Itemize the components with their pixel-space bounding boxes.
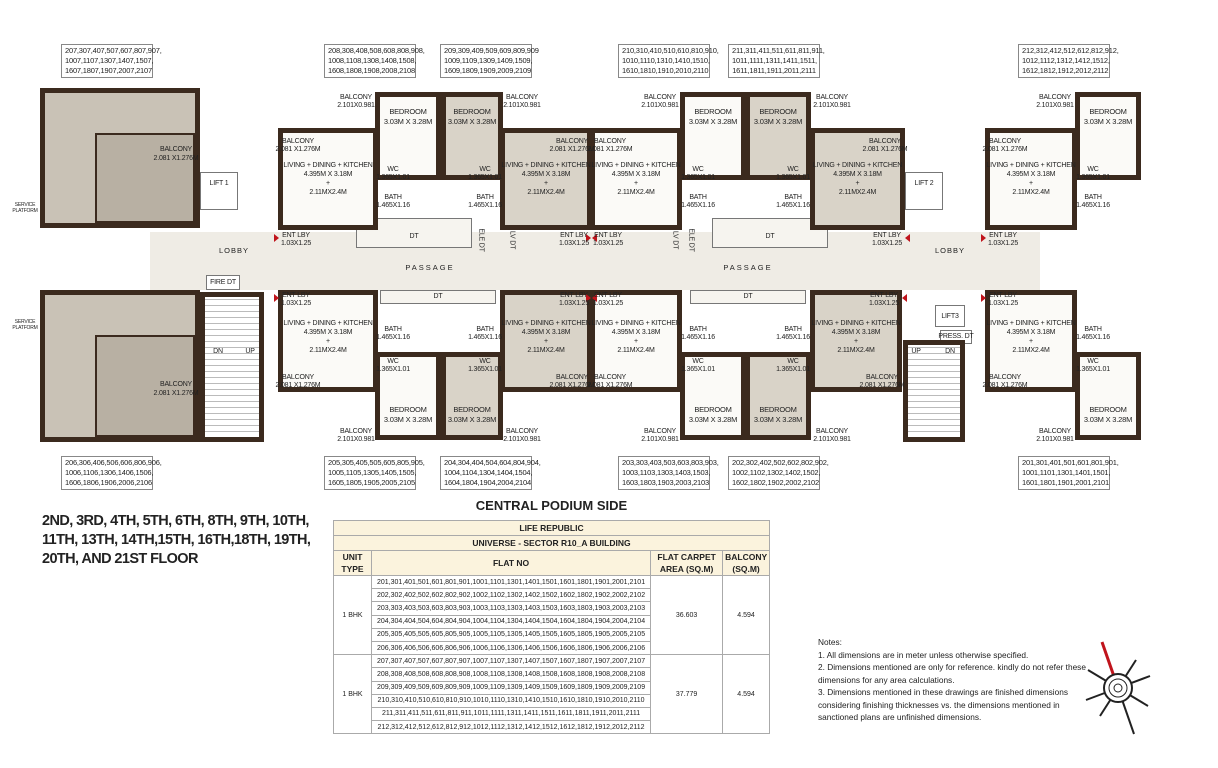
- bedroom-label: BEDROOM: [389, 106, 427, 116]
- balcony-dim: 2.081 X1.276M: [275, 145, 321, 153]
- staircase-left: [200, 292, 264, 442]
- flat-numbers-cell: 209,309,409,509,609,809,909,1009,1109,1309,1409,1509,1609,1809,1909,2009,2109: [372, 681, 651, 694]
- living-label: 4.395M X 3.18M: [521, 328, 571, 336]
- living-label: LIVING + DINING + KITCHEN: [283, 319, 373, 327]
- notes-title: Notes:: [818, 637, 842, 647]
- flat-numbers-cell: 207,307,407,507,607,807,907,1007,1107,1307,1407,1507,1607,1807,1907,2007,2107: [372, 655, 651, 668]
- col-flat-no: FLAT NO: [372, 551, 651, 576]
- unit-type-cell: 1 BHK: [334, 655, 372, 734]
- flat-numbers-cell: 212,312,412,512,612,812,912,1012,1112,1312,1412,1512,1612,1812,1912,2012,2112: [372, 721, 651, 734]
- living-label: 2.11MX2.4M: [837, 346, 875, 354]
- wc-label: WC: [387, 165, 399, 173]
- lift-1-label: LIFT 1: [209, 179, 229, 187]
- living-label: LIVING + DINING + KITCHEN: [591, 161, 681, 169]
- lobby-label: LOBBY: [218, 245, 250, 255]
- bedroom-dim: 3.03M X 3.28M: [753, 414, 803, 424]
- bath-label: BATH: [1084, 325, 1102, 333]
- passage-label: PASSAGE: [405, 262, 455, 272]
- wc-label: WC: [692, 165, 704, 173]
- bedroom-dim: 3.03M X 3.28M: [383, 414, 433, 424]
- living-label: 4.395M X 3.18M: [831, 328, 881, 336]
- balcony-label: BALCONY: [643, 93, 677, 101]
- flat-number-tag: 211,311,411,511,611,811,911, 1011,1111,1311,1411,1511, 1611,1811,1911,2011,2111: [728, 44, 820, 78]
- bedroom-label: BEDROOM: [759, 106, 797, 116]
- balcony-label: BALCONY: [988, 137, 1022, 145]
- living-label: 2.11MX2.4M: [1012, 188, 1050, 196]
- living-label: +: [1029, 337, 1033, 345]
- flat-numbers-cell: 206,306,406,506,606,806,906,1006,1106,1306,1406,1506,1606,1806,1906,2006,2106: [372, 641, 651, 654]
- wc-dim: 1.365X1.01: [776, 365, 810, 373]
- bath-label: BATH: [384, 325, 402, 333]
- balcony-label: BALCONY: [988, 373, 1022, 381]
- bedroom-label: BEDROOM: [694, 106, 732, 116]
- entry-lobby-label: ENT LBY: [594, 231, 622, 239]
- balcony-dim: 2.101X0.981: [1036, 101, 1074, 109]
- living-label: +: [855, 179, 860, 187]
- bedroom-dim: 3.03M X 3.28M: [753, 116, 803, 126]
- entry-lobby-label: ENT LBY: [560, 291, 588, 299]
- flat-number-tag: 205,305,405,505,605,805,905, 1005,1105,1305,1405,1505, 1605,1805,1905,2005,2105: [324, 456, 416, 490]
- balcony-label: BALCONY: [159, 380, 193, 388]
- flat-number-tag: 201,301,401,501,601,801,901, 1001,1101,1301,1401,1501, 1601,1801,1901,2001,2101: [1018, 456, 1110, 490]
- living-label: LIVING + DINING + KITCHEN: [501, 161, 591, 169]
- balcony-cell: 4.594: [723, 576, 770, 655]
- entry-arrow-icon: [274, 294, 279, 302]
- service-platform-label: SERVICE PLATFORM: [12, 319, 38, 331]
- flat-number-tag: 208,308,408,508,608,808,908, 1008,1108,1308,1408,1508, 1608,1808,1908,2008,2108: [324, 44, 416, 78]
- living-label: LIVING + DINING + KITCHEN: [501, 319, 591, 327]
- balcony-label: BALCONY: [865, 373, 899, 381]
- living-label: +: [634, 337, 638, 345]
- living-label: +: [544, 337, 548, 345]
- lift-3-label: LIFT3: [941, 312, 959, 320]
- fire-dt-label: FIRE DT: [210, 278, 236, 286]
- unit-bedroom: [441, 92, 503, 180]
- balcony-dim: 2.081 X1.276M: [982, 381, 1028, 389]
- balcony-label: BALCONY: [868, 137, 902, 145]
- wc-dim: 1.365X1.01: [681, 173, 715, 181]
- unit-type-cell: 1 BHK: [334, 576, 372, 655]
- balcony-dim: 2.101X0.981: [1036, 435, 1074, 443]
- flat-number-tag: 210,310,410,510,610,810,910, 1010,1110,1310,1410,1510, 1610,1810,1910,2010,2110: [618, 44, 710, 78]
- wc-dim: 1.365X1.01: [376, 173, 410, 181]
- entry-lobby-dim: 1.03X1.25: [592, 239, 624, 247]
- flat-number-tag: 203,303,403,503,603,803,903, 1003,1103,1303,1403,1503, 1603,1803,1903,2003,2103: [618, 456, 710, 490]
- living-label: 2.11MX2.4M: [309, 188, 347, 196]
- wc-label: WC: [787, 357, 799, 365]
- passage-label: PASSAGE: [723, 262, 773, 272]
- balcony-dim: 2.081 X1.276M: [859, 381, 905, 389]
- duct-label: DT: [409, 232, 419, 240]
- entry-arrow-icon: [902, 294, 907, 302]
- entry-lobby-dim: 1.03X1.25: [558, 239, 590, 247]
- balcony-label: BALCONY: [643, 427, 677, 435]
- living-label: 2.11MX2.4M: [1012, 346, 1050, 354]
- wc-label: WC: [1087, 165, 1099, 173]
- balcony-label: BALCONY: [815, 427, 849, 435]
- table-title-1: LIFE REPUBLIC: [334, 521, 770, 536]
- wc-label: WC: [387, 357, 399, 365]
- bedroom-label: BEDROOM: [694, 404, 732, 414]
- entry-arrow-icon: [274, 234, 279, 242]
- north-compass-icon: [1082, 636, 1154, 740]
- balcony-label: BALCONY: [505, 427, 539, 435]
- balcony-label: BALCONY: [1038, 427, 1072, 435]
- bedroom-label: BEDROOM: [1089, 106, 1127, 116]
- wc-dim: 1.365X1.01: [376, 365, 410, 373]
- living-label: 4.395M X 3.18M: [303, 328, 353, 336]
- bath-dim: 1.465X1.16: [681, 201, 715, 209]
- bath-label: BATH: [689, 325, 707, 333]
- bedroom-label: BEDROOM: [389, 404, 427, 414]
- lift-2-label: LIFT 2: [914, 179, 934, 187]
- duct-label: DT: [765, 232, 775, 240]
- bedroom-dim: 3.03M X 3.28M: [383, 116, 433, 126]
- balcony-dim: 2.081 X1.276M: [153, 389, 199, 397]
- wc-label: WC: [692, 357, 704, 365]
- bath-label: BATH: [384, 193, 402, 201]
- bath-label: BATH: [784, 193, 802, 201]
- duct-label: DT: [433, 292, 443, 300]
- unit-bedroom: [375, 92, 441, 180]
- flat-numbers-cell: 210,310,410,510,610,810,910,1010,1110,1310,1410,1510,1610,1810,1910,2010,2110: [372, 694, 651, 707]
- flat-numbers-cell: 203,303,403,503,603,803,903,1003,1103,1303,1403,1503,1603,1803,1903,2003,2103: [372, 602, 651, 615]
- balcony-dim: 2.101X0.981: [337, 101, 375, 109]
- table-heading: CENTRAL PODIUM SIDE: [475, 498, 628, 513]
- living-label: 2.11MX2.4M: [527, 346, 565, 354]
- wc-dim: 1.365X1.01: [776, 173, 810, 181]
- living-label: +: [634, 179, 638, 187]
- wc-dim: 1.365X1.01: [468, 365, 502, 373]
- lift-1: [200, 172, 238, 210]
- wc-label: WC: [479, 357, 491, 365]
- bedroom-dim: 3.03M X 3.28M: [1083, 414, 1133, 424]
- bath-dim: 1.465X1.16: [1076, 333, 1110, 341]
- bath-label: BATH: [476, 325, 494, 333]
- flat-numbers-cell: 202,302,402,502,602,802,902,1002,1102,1302,1402,1502,1602,1802,1902,2002,2102: [372, 589, 651, 602]
- living-label: 4.395M X 3.18M: [303, 170, 353, 178]
- balcony-label: BALCONY: [1038, 93, 1072, 101]
- bedroom-label: BEDROOM: [453, 106, 491, 116]
- balcony-dim: 2.081 X1.276M: [587, 145, 633, 153]
- col-balcony: BALCONY (SQ.M): [723, 551, 770, 576]
- entry-arrow-icon: [981, 294, 986, 302]
- flat-numbers-cell: 201,301,401,501,601,801,901,1001,1101,1301,1401,1501,1601,1801,1901,2001,2101: [372, 576, 651, 589]
- balcony-dim: 2.101X0.981: [337, 435, 375, 443]
- wc-dim: 1.365X1.01: [468, 173, 502, 181]
- balcony-dim: 2.081 X1.276M: [982, 145, 1028, 153]
- entry-lobby-dim: 1.03X1.25: [987, 239, 1019, 247]
- balcony-label: BALCONY: [281, 137, 315, 145]
- balcony-dim: 2.081 X1.276M: [587, 381, 633, 389]
- wc-label: WC: [787, 165, 799, 173]
- living-label: 4.395M X 3.18M: [833, 170, 882, 178]
- lift-2: [905, 172, 943, 210]
- balcony-label: BALCONY: [555, 137, 589, 145]
- wc-label: WC: [1087, 357, 1099, 365]
- bedroom-dim: 3.03M X 3.28M: [447, 116, 497, 126]
- living-label: 2.11MX2.4M: [527, 188, 565, 196]
- note-3: 3. Dimensions mentioned in these drawings are finished dimensions considering finishing thicknesses vs. the dimensions mentioned in sanctioned plans are unfinished dimensions.: [818, 687, 1068, 722]
- ele-dt-label: ELE DT: [687, 228, 695, 252]
- balcony-dim: 2.101X0.981: [641, 101, 679, 109]
- entry-lobby-dim: 1.03X1.25: [280, 239, 312, 247]
- service-platform-label: SERVICE PLATFORM: [12, 202, 38, 214]
- wc-dim: 1.365X1.01: [1076, 173, 1110, 181]
- entry-lobby-label: ENT LBY: [873, 231, 901, 239]
- table-title-2: UNIVERSE - SECTOR R10_A BUILDING: [334, 536, 770, 551]
- living-label: +: [326, 337, 330, 345]
- note-1: 1. All dimensions are in meter unless otherwise specified.: [818, 649, 1029, 660]
- entry-lobby-label: ENT LBY: [870, 291, 898, 299]
- flat-number-tag: 204,304,404,504,604,804,904, 1004,1104,1304,1404,1504, 1604,1804,1904,2004,2104: [440, 456, 532, 490]
- living-label: 4.395M X 3.18M: [1006, 328, 1056, 336]
- living-label: 2.11MX2.4M: [617, 188, 655, 196]
- entry-lobby-label: ENT LBY: [989, 291, 1017, 299]
- living-label: 4.395M X 3.18M: [611, 328, 661, 336]
- entry-arrow-icon: [981, 234, 986, 242]
- stair-dn-label: DN: [945, 347, 955, 355]
- flat-number-tag: 202,302,402,502,602,802,902, 1002,1102,1302,1402,1502, 1602,1802,1902,2002,2102: [728, 456, 820, 490]
- balcony-dim: 2.101X0.981: [641, 435, 679, 443]
- balcony-label: BALCONY: [815, 93, 849, 101]
- flat-number-tag: 209,309,409,509,609,809,909 1009,1109,1309,1409,1509, 1609,1809,1909,2009,2109: [440, 44, 532, 78]
- unit-bedroom: [745, 92, 811, 180]
- unit-bedroom: [1075, 92, 1141, 180]
- living-label: +: [1029, 179, 1033, 187]
- bedroom-dim: 3.03M X 3.28M: [447, 414, 497, 424]
- balcony-label: BALCONY: [593, 373, 627, 381]
- bedroom-dim: 3.03M X 3.28M: [688, 414, 738, 424]
- balcony-dim: 2.081 X1.276M: [549, 381, 595, 389]
- living-label: 4.395M X 3.18M: [521, 170, 571, 178]
- entry-lobby-label: ENT LBY: [560, 231, 588, 239]
- balcony-dim: 2.081 X1.276M: [549, 145, 595, 153]
- area-table: [333, 520, 770, 734]
- col-area: FLAT CARPET AREA (SQ.M): [651, 551, 723, 576]
- living-label: 2.11MX2.4M: [617, 346, 655, 354]
- stair-up-label: UP: [245, 347, 255, 355]
- flat-number-tag: 212,312,412,512,612,812,912, 1012,1112,1312,1412,1512, 1612,1812,1912,2012,2112: [1018, 44, 1110, 78]
- living-label: +: [326, 179, 330, 187]
- living-label: LIVING + DINING + KITCHEN: [591, 319, 681, 327]
- entry-lobby-label: ENT LBY: [282, 231, 310, 239]
- bath-label: BATH: [784, 325, 802, 333]
- balcony-cell: 4.594: [723, 655, 770, 734]
- press-dt-label: PRESS. DT: [938, 332, 974, 340]
- balcony-label: BALCONY: [555, 373, 589, 381]
- entry-lobby-label: ENT LBY: [594, 291, 622, 299]
- bedroom-label: BEDROOM: [1089, 404, 1127, 414]
- area-cell: 36.603: [651, 576, 723, 655]
- balcony-label: BALCONY: [281, 373, 315, 381]
- stair-dn-label: DN: [213, 347, 223, 355]
- bath-dim: 1.465X1.16: [1076, 201, 1110, 209]
- balcony-label: BALCONY: [593, 137, 627, 145]
- entry-lobby-label: ENT LBY: [282, 291, 310, 299]
- flat-numbers-cell: 208,308,408,508,608,808,908,1008,1108,1308,1408,1508,1608,1808,1908,2008,2108: [372, 668, 651, 681]
- balcony-label: BALCONY: [159, 145, 193, 153]
- entry-lobby-dim: 1.03X1.25: [987, 299, 1019, 307]
- living-label: 2.11MX2.4M: [309, 346, 347, 354]
- stair-up-label: UP: [911, 347, 921, 355]
- bath-dim: 1.465X1.16: [376, 201, 410, 209]
- living-label: LIVING + DINING + KITCHEN: [986, 319, 1076, 327]
- balcony-dim: 2.101X0.981: [813, 435, 851, 443]
- entry-lobby-dim: 1.03X1.25: [871, 239, 903, 247]
- flat-numbers-cell: 205,305,405,505,605,805,905,1005,1105,1305,1405,1505,1605,1805,1905,2005,2105: [372, 628, 651, 641]
- bath-label: BATH: [1084, 193, 1102, 201]
- living-label: +: [854, 337, 858, 345]
- living-label: LIVING + DINING + KITCHEN: [811, 319, 901, 327]
- lobby-label: LOBBY: [934, 245, 966, 255]
- wc-label: WC: [479, 165, 491, 173]
- living-label: LIVING + DINING + KITCHEN: [812, 161, 903, 169]
- bath-dim: 1.465X1.16: [776, 201, 810, 209]
- bath-label: BATH: [689, 193, 707, 201]
- unit-bedroom: [680, 92, 746, 180]
- bath-dim: 1.465X1.16: [468, 333, 502, 341]
- bedroom-label: BEDROOM: [759, 404, 797, 414]
- entry-lobby-dim: 1.03X1.25: [558, 299, 590, 307]
- area-cell: 37.779: [651, 655, 723, 734]
- wc-dim: 1.365X1.01: [1076, 365, 1110, 373]
- bath-label: BATH: [476, 193, 494, 201]
- flat-number-tag: 207,307,407,507,607,807,907, 1007,1107,1307,1407,1507, 1607,1807,1907,2007,2107: [61, 44, 153, 78]
- entry-lobby-dim: 1.03X1.25: [592, 299, 624, 307]
- balcony-dim: 2.081 X1.276M: [862, 145, 908, 153]
- living-label: 4.395M X 3.18M: [611, 170, 661, 178]
- duct-label: DT: [743, 292, 753, 300]
- bath-dim: 1.465X1.16: [468, 201, 502, 209]
- bedroom-dim: 3.03M X 3.28M: [1083, 116, 1133, 126]
- lv-dt-label: LV DT: [671, 230, 679, 250]
- living-label: +: [544, 179, 548, 187]
- flat-number-tag: 206,306,406,506,606,806,906, 1006,1106,1306,1406,1506, 1606,1806,1906,2006,2106: [61, 456, 153, 490]
- entry-arrow-icon: [905, 234, 910, 242]
- note-2: 2. Dimensions mentioned are only for reference. kindly do not refer these dimensions for any area calculations.: [818, 662, 1086, 685]
- bedroom-label: BEDROOM: [453, 404, 491, 414]
- balcony-label: BALCONY: [339, 427, 373, 435]
- notes: [818, 636, 1088, 724]
- balcony-dim: 2.101X0.981: [813, 101, 851, 109]
- balcony-label: BALCONY: [505, 93, 539, 101]
- bedroom-dim: 3.03M X 3.28M: [688, 116, 738, 126]
- bath-dim: 1.465X1.16: [776, 333, 810, 341]
- balcony-dim: 2.101X0.981: [503, 101, 541, 109]
- entry-lobby-dim: 1.03X1.25: [280, 299, 312, 307]
- flat-numbers-cell: 204,304,404,504,604,804,904,1004,1104,1304,1404,1504,1604,1804,1904,2004,2104: [372, 615, 651, 628]
- entry-lobby-label: ENT LBY: [989, 231, 1017, 239]
- wc-dim: 1.365X1.01: [681, 365, 715, 373]
- living-label: 2.11MX2.4M: [838, 188, 877, 196]
- balcony-dim: 2.101X0.981: [503, 435, 541, 443]
- bath-dim: 1.465X1.16: [681, 333, 715, 341]
- living-label: 4.395M X 3.18M: [1006, 170, 1056, 178]
- flat-numbers-cell: 211,311,411,511,611,811,911,1011,1111,1311,1411,1511,1611,1811,1911,2011,2111: [372, 707, 651, 720]
- table-row: [334, 655, 770, 668]
- entry-lobby-dim: 1.03X1.25: [868, 299, 900, 307]
- balcony-label: BALCONY: [339, 93, 373, 101]
- balcony-dim: 2.081 X1.276M: [153, 154, 199, 162]
- table-row: [334, 576, 770, 589]
- bath-dim: 1.465X1.16: [376, 333, 410, 341]
- col-unit-type: UNIT TYPE: [334, 551, 372, 576]
- lv-dt-label: LV DT: [508, 230, 516, 250]
- living-label: LIVING + DINING + KITCHEN: [283, 161, 373, 169]
- ele-dt-label: ELE DT: [477, 228, 485, 252]
- floors-list: 2ND, 3RD, 4TH, 5TH, 6TH, 8TH, 9TH, 10TH, 11TH, 13TH, 14TH,15TH, 16TH,18TH, 19TH, 20TH, AND 21ST FLOOR: [42, 513, 311, 567]
- balcony-dim: 2.081 X1.276M: [275, 381, 321, 389]
- living-label: LIVING + DINING + KITCHEN: [986, 161, 1076, 169]
